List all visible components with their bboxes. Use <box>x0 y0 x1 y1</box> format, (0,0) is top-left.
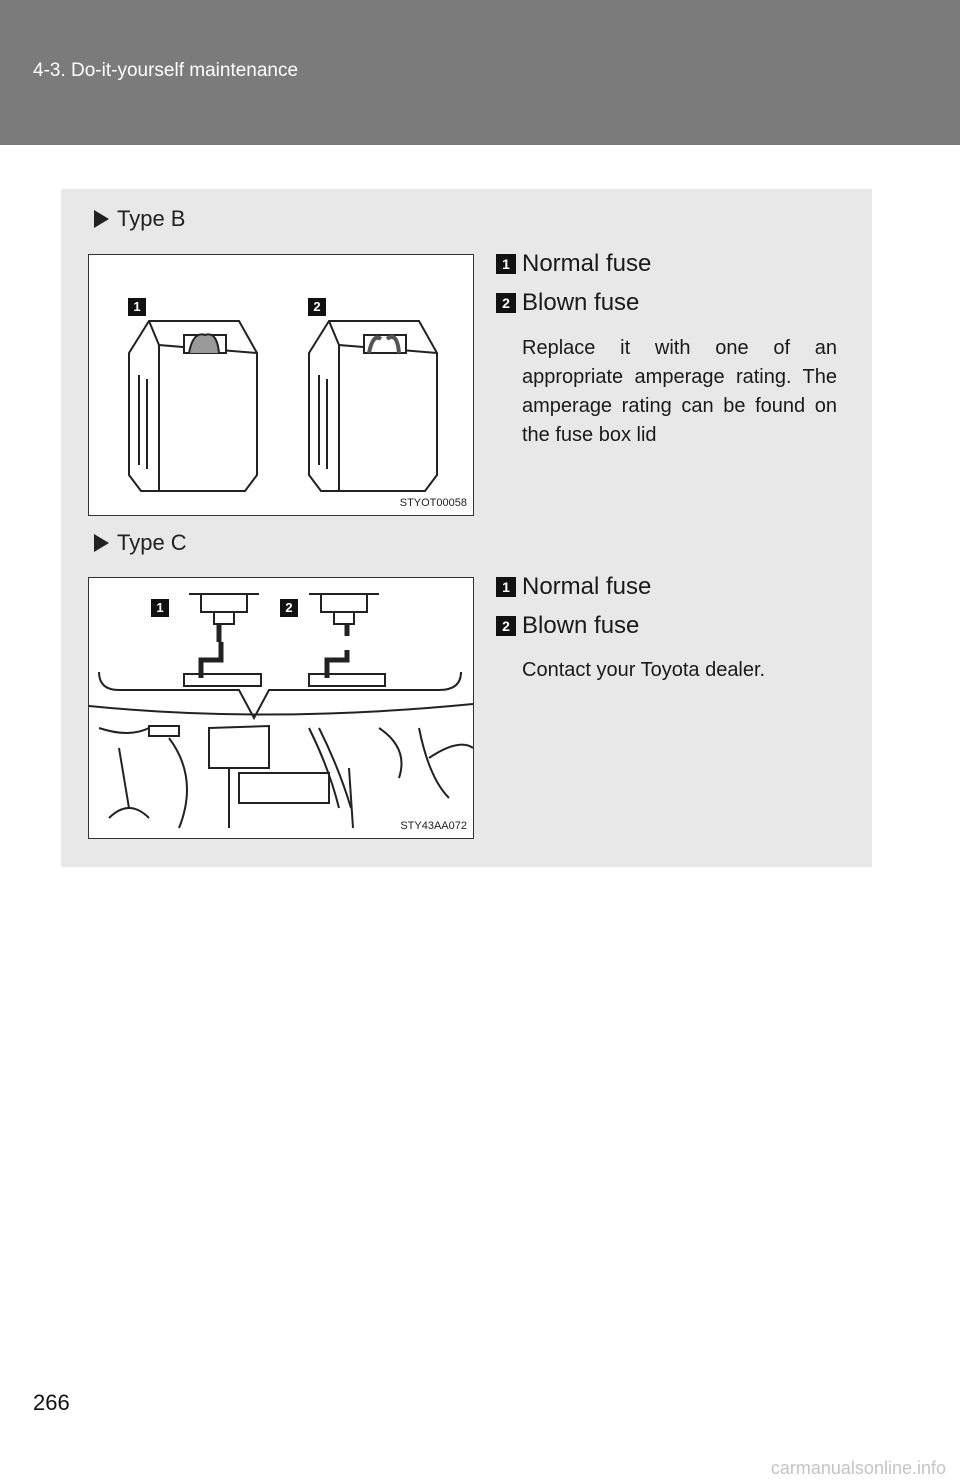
type-c-heading-text: Type C <box>117 530 187 555</box>
fusible-link-illustration <box>89 578 473 838</box>
figure-code: STY43AA072 <box>400 820 467 832</box>
callout-2-badge: 2 <box>280 599 298 617</box>
type-c-figure <box>88 577 474 839</box>
item-number-badge: 1 <box>496 254 516 274</box>
type-c-item-blown-fuse <box>496 612 639 640</box>
type-c-heading <box>94 530 187 556</box>
type-c-note: Contact your Toyota dealer. <box>522 659 766 681</box>
callout-1-badge: 1 <box>128 298 146 316</box>
item-label: Normal fuse <box>522 573 652 600</box>
type-b-heading <box>94 206 185 232</box>
item-label: Normal fuse <box>522 250 652 277</box>
pointer-triangle-icon <box>94 210 109 228</box>
item-number-badge: 2 <box>496 616 516 636</box>
callout-2-badge: 2 <box>308 298 326 316</box>
blown-link-drawing <box>309 594 379 624</box>
type-c-item-normal-fuse <box>496 573 651 601</box>
type-b-item-blown-fuse <box>496 289 639 317</box>
pointer-triangle-icon <box>94 534 109 552</box>
item-label: Blown fuse <box>522 289 640 316</box>
cartridge-fuse-illustration <box>89 255 473 515</box>
type-b-note: Replace it with one of an appropriate amperage rating. The amperage rating can be found on the fuse box lid <box>522 337 837 446</box>
type-b-figure <box>88 254 474 516</box>
figure-code: STYOT00058 <box>399 497 467 509</box>
type-b-heading-text: Type B <box>117 206 186 231</box>
watermark: carmanualsonline.info <box>770 1458 946 1478</box>
type-b-item-normal-fuse <box>496 250 651 278</box>
page-number: 266 <box>33 1390 70 1415</box>
item-number-badge: 2 <box>496 293 516 313</box>
callout-1-badge: 1 <box>151 599 169 617</box>
item-label: Blown fuse <box>522 612 640 639</box>
item-number-badge: 1 <box>496 577 516 597</box>
normal-link-drawing <box>189 594 259 624</box>
section-title: 4-3. Do-it-yourself maintenance <box>33 60 299 81</box>
page-header <box>0 0 960 145</box>
